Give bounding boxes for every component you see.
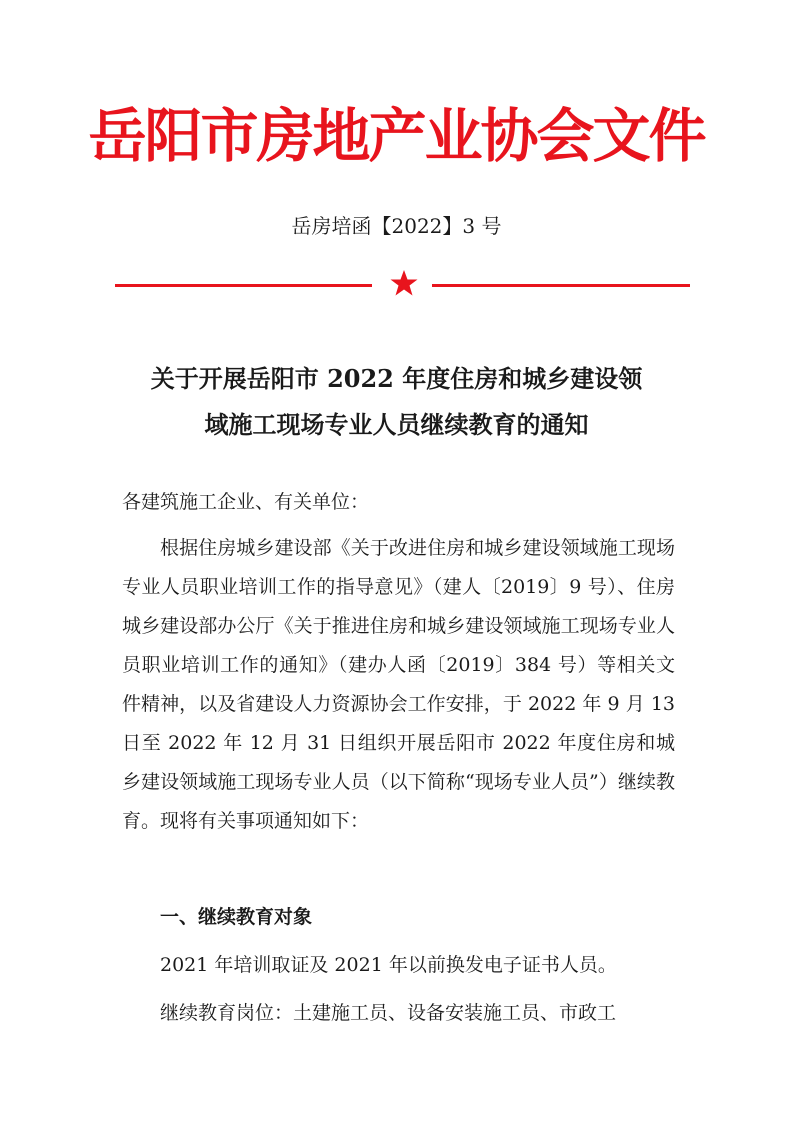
salutation: 各建筑施工企业、有关单位： [122, 491, 370, 513]
section-heading: 一、继续教育对象 [160, 906, 313, 928]
body-paragraph: 根据住房城乡建设部《关于改进住房和城乡建设领域施工现场专业人员职业培训工作的指导意见》（建人〔2019〕9 号）、住房城乡建设部办公厅《关于推进住房和城乡建设领域施工现场专业人员职业培训工作的通知》（建办人函〔2019〕384 号）等相关文件精神，以及省建设人力资源协会工作安排，于 2022 年 9 月 13 日至 2022 年 12 月 31 日组织开展岳阳市 2022 年度住房和城乡建设领域施工现场专业人员（以下简称“现场专业人员”）继续教育。现将有关事项通知如下： [122, 537, 675, 832]
star-icon [389, 268, 419, 298]
section-text-line: 继续教育岗位：土建施工员、设备安装施工员、市政工 [160, 1002, 617, 1024]
notice-title-line-1: 关于开展岳阳市 2022 年度住房和城乡建设领 [150, 364, 643, 393]
red-divider-right [432, 284, 690, 287]
document-header-title: 岳阳市房地产业协会文件 [88, 102, 705, 170]
section-text-line: 2021 年培训取证及 2021 年以前换发电子证书人员。 [160, 954, 617, 976]
notice-title [100, 356, 693, 448]
red-divider-left [115, 284, 372, 287]
document-number: 岳房培函【2022】3 号 [291, 214, 502, 238]
notice-title-line-2: 域施工现场专业人员继续教育的通知 [204, 410, 589, 439]
